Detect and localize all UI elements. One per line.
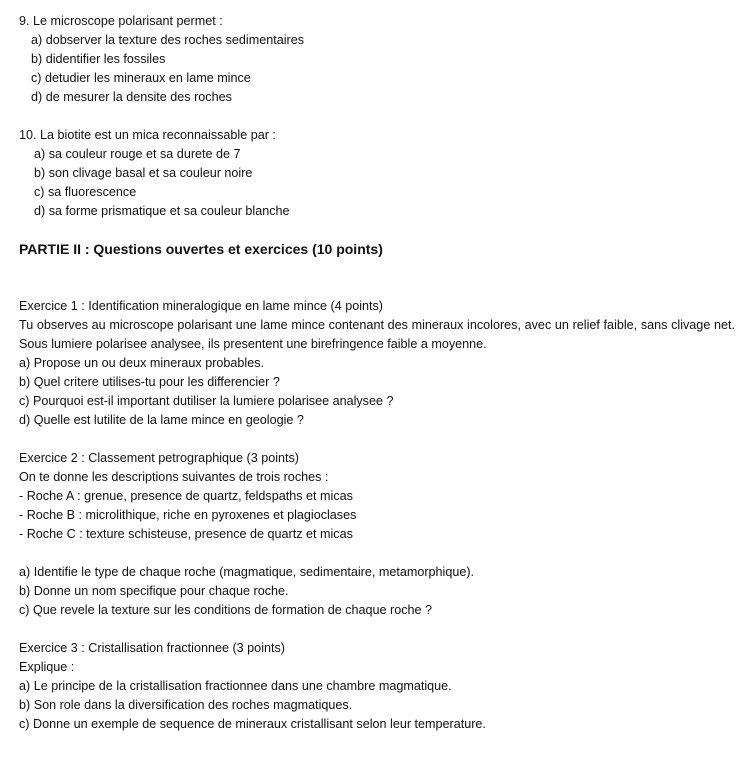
question-9-option-c: c) detudier les mineraux en lame mince (31, 71, 251, 85)
question-10-title: 10. La biotite est un mica reconnaissable par : (19, 128, 276, 142)
exercise-2 (19, 449, 735, 620)
exercise-2-question-c: c) Que revele la texture sur les conditions de formation de chaque roche ? (19, 603, 433, 617)
spacer (19, 620, 735, 639)
exercise-3-question-a: a) Le principe de la cristallisation fractionnee dans une chambre magmatique. (19, 679, 452, 693)
exercise-1 (19, 297, 735, 430)
spacer (19, 221, 735, 240)
exercise-3 (19, 639, 735, 734)
part-2-heading: PARTIE II : Questions ouvertes et exercices (10 points) (19, 241, 383, 257)
exercise-1-question-b: b) Quel critere utilises-tu pour les differencier ? (19, 375, 280, 389)
question-9-option-a: a) dobserver la texture des roches sedimentaires (31, 33, 304, 47)
exercise-2-intro: On te donne les descriptions suivantes de trois roches : (19, 470, 329, 484)
document-page (19, 12, 735, 734)
question-9-option-d: d) de mesurer la densite des roches (31, 90, 232, 104)
exercise-2-rock-b: - Roche B : microlithique, riche en pyroxenes et plagioclases (19, 508, 357, 522)
exercise-2-question-b: b) Donne un nom specifique pour chaque roche. (19, 584, 289, 598)
spacer (19, 430, 735, 449)
exercise-2-question-a: a) Identifie le type de chaque roche (magmatique, sedimentaire, metamorphique). (19, 565, 475, 579)
question-10-option-c: c) sa fluorescence (34, 185, 137, 199)
question-10-option-a: a) sa couleur rouge et sa durete de 7 (34, 147, 241, 161)
exercise-2-title: Exercice 2 : Classement petrographique (3 points) (19, 451, 300, 465)
question-10-option-d: d) sa forme prismatique et sa couleur blanche (34, 204, 290, 218)
question-9 (19, 12, 735, 107)
exercise-2-rock-a: - Roche A : grenue, presence de quartz, feldspaths et micas (19, 489, 353, 503)
spacer (19, 107, 735, 126)
exercise-1-question-a: a) Propose un ou deux mineraux probables. (19, 356, 265, 370)
spacer (19, 278, 735, 297)
exercise-3-intro: Explique : (19, 660, 75, 674)
question-9-option-b: b) didentifier les fossiles (31, 52, 166, 66)
exercise-3-question-b: b) Son role dans la diversification des roches magmatiques. (19, 698, 353, 712)
exercise-3-question-c: c) Donne un exemple de sequence de mineraux cristallisant selon leur temperature. (19, 717, 486, 731)
spacer (19, 259, 735, 278)
question-9-title: 9. Le microscope polarisant permet : (19, 14, 223, 28)
exercise-1-title: Exercice 1 : Identification mineralogique en lame mince (4 points) (19, 299, 384, 313)
exercise-2-rock-c: - Roche C : texture schisteuse, presence de quartz et micas (19, 527, 353, 541)
exercise-1-intro: Tu observes au microscope polarisant une lame mince contenant des mineraux incolores, avec un relief faible, sans clivage net. Sous lumiere polarisee analysee, ils presentent une birefringence faible a moyenne. (19, 318, 735, 351)
exercise-1-question-d: d) Quelle est lutilite de la lame mince en geologie ? (19, 413, 304, 427)
spacer (19, 544, 735, 563)
question-10-option-b: b) son clivage basal et sa couleur noire (34, 166, 253, 180)
question-10 (19, 126, 735, 221)
exercise-3-title: Exercice 3 : Cristallisation fractionnee (3 points) (19, 641, 285, 655)
exercise-1-question-c: c) Pourquoi est-il important dutiliser la lumiere polarisee analysee ? (19, 394, 394, 408)
